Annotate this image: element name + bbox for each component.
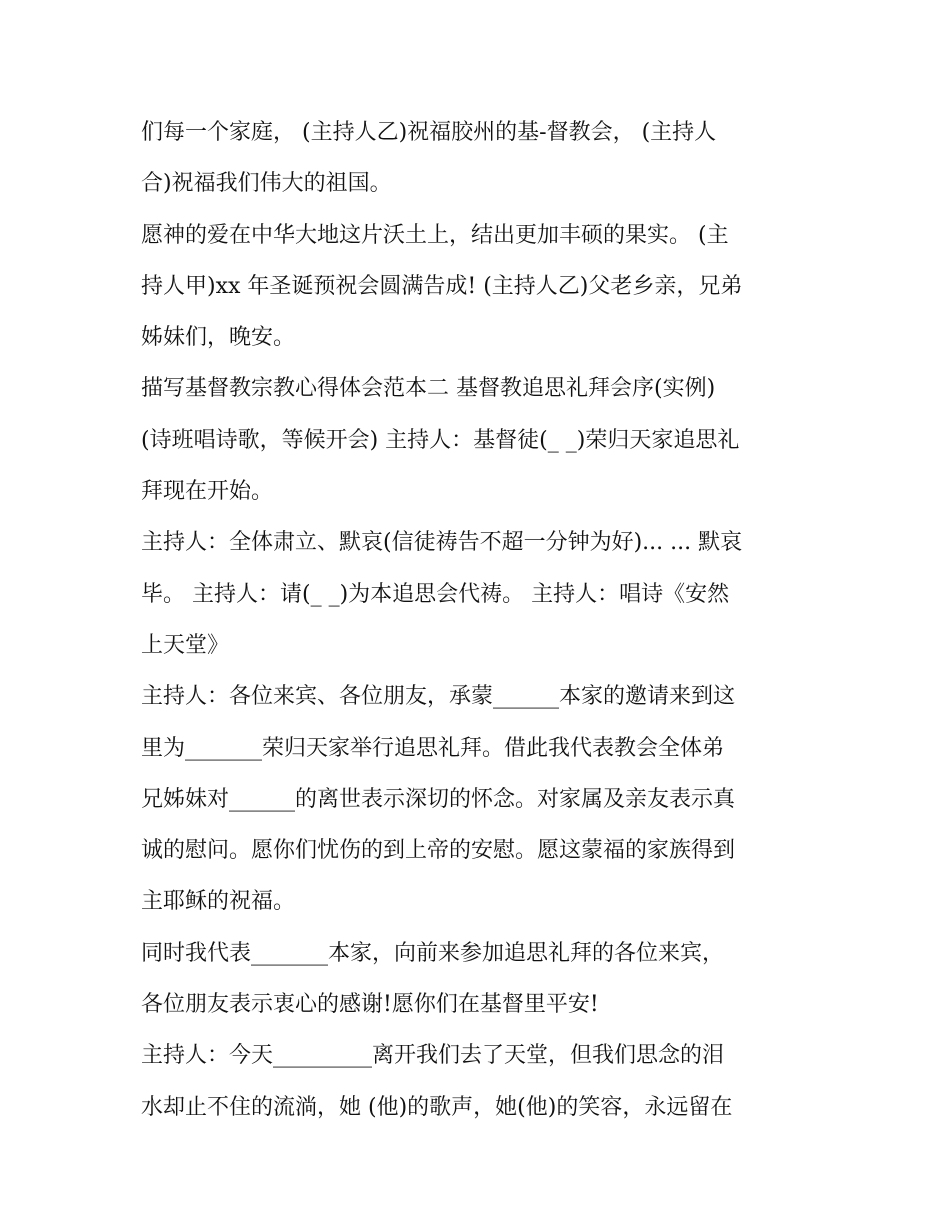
text-line: 各位朋友表示衷心的感谢!愿你们在基督里平安! (141, 992, 599, 1018)
body-text (141, 107, 821, 1133)
text-line: 上天堂》 (141, 632, 230, 658)
text-line: 兄姊妹对______的离世表示深切的怀念。对家属及亲友表示真 (141, 786, 736, 812)
text-line: 主持人：各位来宾、各位朋友，承蒙______本家的邀请来到这 (141, 684, 736, 710)
text-line: 合)祝福我们伟大的祖国。 (141, 171, 392, 197)
text-line: 们每一个家庭， (主持人乙)祝福胶州的基-督教会， (主持人 (141, 120, 717, 145)
text-line: 主持人：全体肃立、默哀(信徒祷告不超一分钟为好)... ... 默哀 (141, 530, 743, 556)
text-line: 水却止不住的流淌，她 (他)的歌声，她(他)的笑容，永远留在 (141, 1094, 733, 1120)
text-line: 拜现在开始。 (141, 479, 274, 505)
text-line: 毕。 主持人：请(_ _)为本追思会代祷。 主持人：唱诗《安然 (141, 581, 730, 607)
text-line: 里为_______荣归天家举行追思礼拜。借此我代表教会全体弟 (141, 735, 725, 761)
text-line: 同时我代表_______本家，向前来参加追思礼拜的各位来宾， (141, 940, 725, 966)
text-line: 主持人：今天_________离开我们去了天堂，但我们思念的泪 (141, 1043, 725, 1069)
text-line: 持人甲)xx 年圣诞预祝会圆满告成! (主持人乙)父老乡亲，兄弟 (141, 273, 743, 299)
text-line: (诗班唱诗歌，等候开会) 主持人：基督徒(_ _)荣归天家追思礼 (141, 427, 740, 453)
text-line: 描写基督教宗教心得体会范本二 基督教追思礼拜会序(实例) (141, 376, 716, 402)
text-line: 姊妹们，晚安。 (141, 325, 296, 351)
text-line: 主耶稣的祝福。 (141, 889, 296, 915)
text-line: 诚的慰问。愿你们忧伤的到上帝的安慰。愿这蒙福的家族得到 (141, 838, 736, 864)
text-line: 愿神的爱在中华大地这片沃土上，结出更加丰硕的果实。 (主 (141, 222, 729, 248)
